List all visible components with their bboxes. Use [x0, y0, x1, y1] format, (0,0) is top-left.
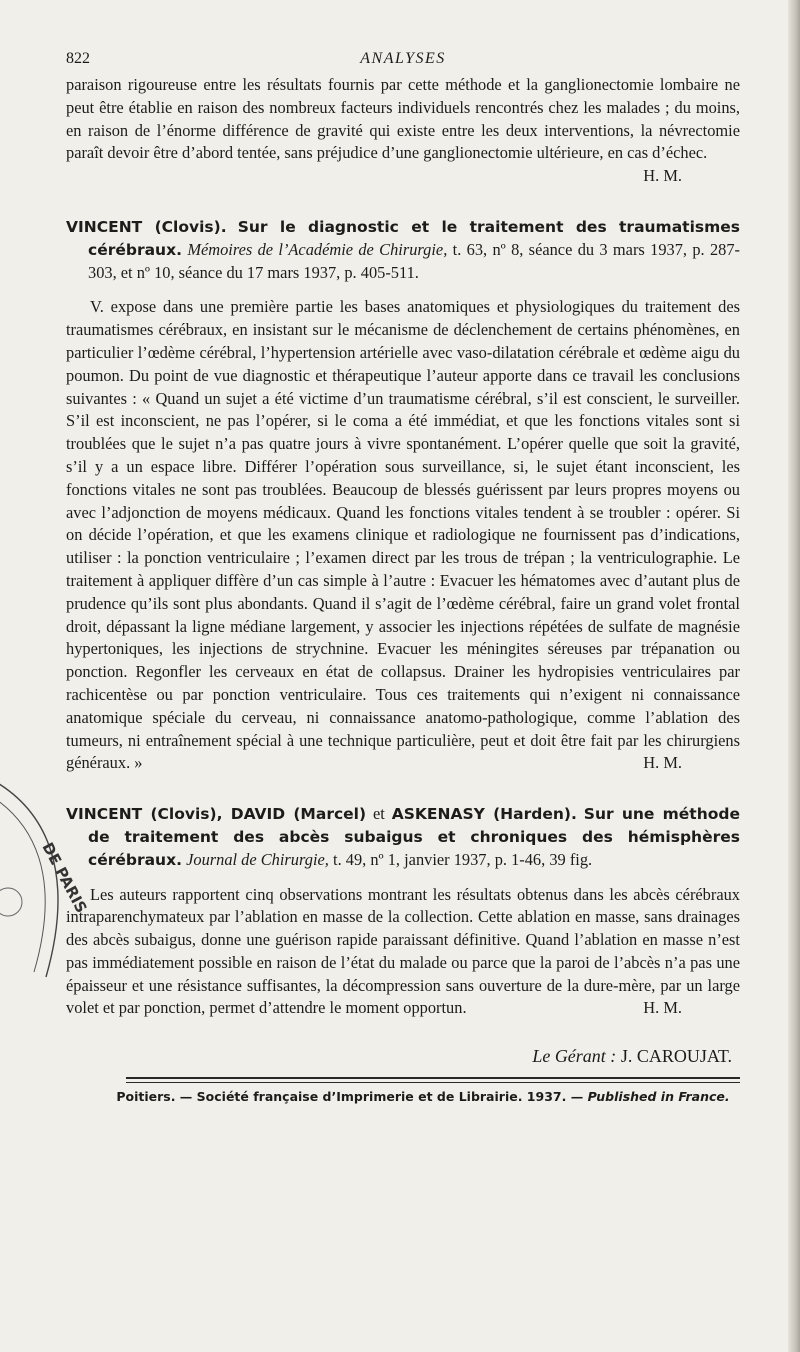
printer-text: Poitiers. — Société française d’Imprimerie et de Librairie. 1937. —: [116, 1089, 584, 1105]
entry1-abstract: [66, 296, 740, 775]
entry2-journal: Journal de Chirurgie,: [186, 849, 329, 869]
entry2-reference: t. 49, nº 1, janvier 1937, p. 1-46, 39 fig.: [333, 849, 593, 869]
entry2-conjunction: et: [372, 804, 385, 824]
intro-paragraph: [66, 74, 740, 186]
gerant-name: J. CAROUJAT.: [620, 1046, 732, 1067]
printer-footer: [66, 1089, 740, 1104]
page: [66, 50, 740, 1104]
published-text: Published in France.: [587, 1089, 730, 1105]
entry2-title: Sur une méthode de traitement des abcès subaigus et chroniques des hémisphères cérébraux.: [88, 805, 740, 869]
intro-text: paraison rigoureuse entre les résultats fournis par cette méthode et la ganglionectomie lombaire ne peut être établie en raison des nombreux facteurs individuels rencontrés chez les malades ; du moins, en raison de l’énorme différence de gravité qui existe entre les deux interventions, la névrectomie paraît devoir être d’abord tentée, sans préjudice d’une ganglionectomie ultérieure, en cas d’échec.: [66, 75, 740, 163]
entry1-reference: t. 63, nº 8, séance du 3 mars 1937, p. 287-303, et nº 10, séance du 17 mars 1937, p. 405-511.: [88, 239, 741, 282]
entry1-citation: [66, 216, 740, 284]
page-number: 822: [66, 50, 90, 67]
footer-rule-thin: [126, 1082, 740, 1083]
entry2-signature: H. M.: [643, 998, 682, 1018]
entry2-abstract: [66, 884, 740, 1021]
entry2-text: Les auteurs rapportent cinq observations montrant les résultats obtenus dans les abcès cérébraux intraparenchymateux par l’ablation en masse de la collection. Cette ablation en masse, sans drainages des abcès subaigus, donne une guérison rapide paraissant définitive. Quand l’ablation en masse n’est pas immédiatement possible en raison de l’état du malade ou parce que la paroi de l’abcès n’a pas une épaisseur et une résistance suffisantes, la décompression sans ouverture de la dure-mère, par un large volet et par ponction, permet d’attendre le moment opportun.: [66, 884, 740, 1018]
entry1-authors: VINCENT (Clovis).: [66, 217, 227, 236]
entry1-signature: H. M.: [643, 753, 682, 773]
entry2-authors-a: VINCENT (Clovis), DAVID (Marcel): [66, 805, 367, 824]
entry2-citation: [66, 803, 740, 871]
page-header: [66, 50, 740, 74]
entry1-journal: Mémoires de l’Académie de Chirurgie,: [187, 239, 448, 259]
entry1-text: V. expose dans une première partie les bases anatomiques et physiologiques du traitement des traumatismes cérébraux, en insistant sur le mécanisme de déclenchement de certains phénomènes, en particulier l’œdème cérébral, l’hypertension artérielle avec vaso-dilatation cérébrale et œdème aigu du poumon. Du point de vue diagnostic et thérapeutique l’auteur apporte dans ce travail les conclusions suivantes : « Quand un sujet a été victime d’un traumatisme cérébral, s’il est conscient, le surveiller. S’il est inconscient, ne pas l’opérer, si le coma a été immédiat, et que les fonctions vitales sont si troublées que le sujet n’a pas quatre jours à vivre spontanément. L’opérer quelle que soit la gravité, s’il y a un espace libre. Différer l’opération sous surveillance, si, le sujet étant inconscient, les fonctions vitales ne sont pas troublées. Beaucoup de blessés guérissent par leurs propres moyens ou avec l’adjonction de moyens médicaux. Quand les fonctions vitales tendent à se troubler : opérer. Si on décide l’opération, et que les examens clinique et radiologique ne fournissent pas d’indications, utiliser : la ponction ventriculaire ; l’examen direct par les trous de trépan ; la ventriculographie. Le traitement à appliquer diffère d’un cas simple à l’autre : Evacuer les hématomes avec d’autant plus de prudence qu’ils sont plus abondants. Quand il s’agit de l’œdème cérébral, faire un grand volet frontal droit, dépassant la ligne médiane largement, y associer les injections répétées de sulfate de magnésie hypertoniques, les injections de strychnine. Evacuer les méningites séreuses par trépanation ou ponction. Regonfler les cerveaux en état de collapsus. Drainer les hydropisies ventriculaires par rachicentèse ou par ponction ventriculaire. Tous ces traitements qui n’exigent ni connaissance anatomique spéciale du cerveau, ni connaissance anatomo-pathologique, comme l’ablation des tumeurs, ni entraînement spécial à une technique particulière, peut et doit être fait par les chirurgiens généraux. »: [66, 297, 740, 773]
article-body: [66, 74, 740, 1020]
stamp-text: DE PARIS: [38, 839, 91, 916]
entry2-authors-b: ASKENASY (Harden).: [391, 805, 577, 824]
entry1-title: Sur le diagnostic et le traitement des traumatismes cérébraux.: [88, 217, 741, 259]
intro-signature: H. M.: [643, 166, 682, 186]
running-title: ANALYSES: [360, 50, 446, 67]
gerant-line: [66, 1046, 740, 1067]
gerant-label: Le Gérant :: [532, 1046, 617, 1067]
footer-rule-thick: [126, 1077, 740, 1079]
page-edge-shadow: [788, 0, 800, 1352]
